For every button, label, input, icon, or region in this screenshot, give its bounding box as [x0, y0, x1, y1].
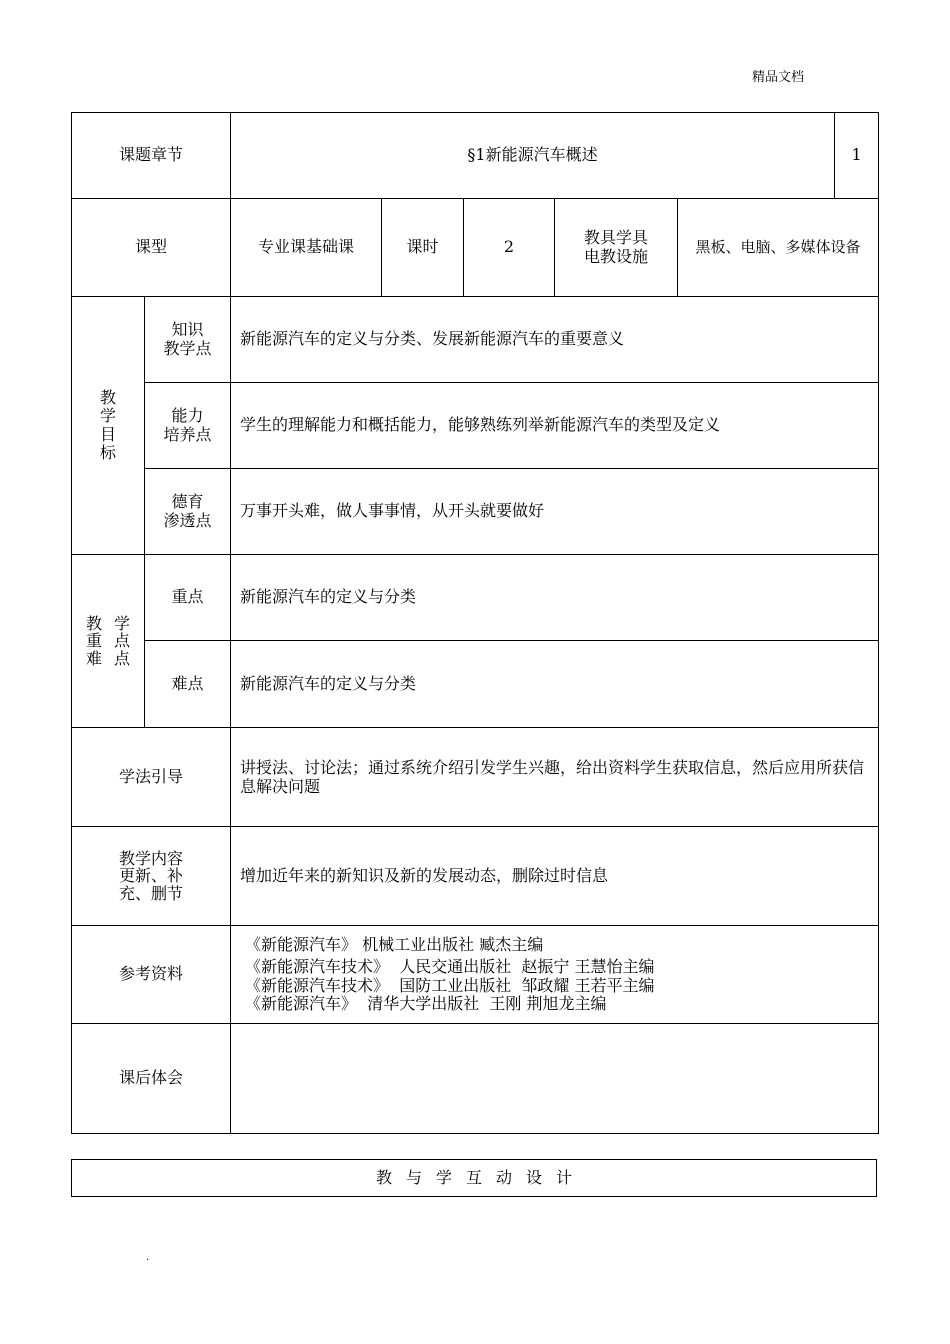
knowledge-label-line1: 知识	[171, 320, 204, 340]
row-topic	[72, 113, 879, 199]
topic-label: 课题章节	[72, 113, 231, 199]
row-references	[72, 926, 879, 1024]
moral-label-line1: 德育	[171, 492, 204, 512]
reference-item: 《新能源汽车》 清华大学出版社 王刚 荆旭龙主编	[245, 993, 607, 1013]
keypoints-char: 教	[85, 613, 102, 633]
reflection-text	[231, 1024, 879, 1134]
moral-label-line2: 渗透点	[163, 510, 212, 530]
course-type-label: 课型	[72, 199, 231, 297]
knowledge-text: 新能源汽车的定义与分类、发展新能源汽车的重要意义	[231, 297, 879, 383]
keypoints-group-label	[72, 555, 145, 728]
tools-label-line1: 教具学具	[584, 228, 649, 248]
reference-item: 《新能源汽车技术》 人民交通出版社 赵振宁 王慧怡主编	[245, 957, 655, 977]
hours-label: 课时	[382, 199, 464, 297]
lesson-plan-table	[71, 112, 879, 1134]
references-label: 参考资料	[72, 926, 231, 1024]
content-update-label	[72, 827, 231, 926]
method-text: 讲授法、讨论法；通过系统介绍引发学生兴趣，给出资料学生获取信息，然后应用所获信息解决问题	[231, 728, 879, 827]
moral-text: 万事开头难，做人事事情，从开头就要做好	[231, 469, 879, 555]
ability-label-line2: 培养点	[163, 424, 212, 444]
moral-label	[145, 469, 231, 555]
tools-label-line2: 电教设施	[584, 246, 649, 266]
row-moral	[72, 469, 879, 555]
header-note: 精品文档	[752, 70, 805, 85]
reference-item: 《新能源汽车技术》 国防工业出版社 邹政耀 王若平主编	[245, 975, 655, 995]
difficult-point-text: 新能源汽车的定义与分类	[231, 641, 879, 728]
topic-title: §1新能源汽车概述	[231, 113, 835, 199]
objectives-char: 教	[99, 387, 116, 407]
key-point-text: 新能源汽车的定义与分类	[231, 555, 879, 641]
objectives-group-label	[72, 297, 145, 555]
key-point-label: 重点	[145, 555, 231, 641]
keypoints-char: 重	[85, 631, 102, 651]
footer-dot: .	[146, 1252, 150, 1263]
row-method	[72, 728, 879, 827]
topic-number: 1	[835, 113, 879, 199]
keypoints-char: 难	[85, 648, 102, 668]
content-update-label-line2: 更新、补	[119, 866, 184, 886]
ability-label-line1: 能力	[171, 406, 204, 426]
row-ability	[72, 383, 879, 469]
reflection-label: 课后体会	[72, 1024, 231, 1134]
keypoints-char: 学	[114, 613, 131, 633]
reference-item: 《新能源汽车》 机械工业出版社 臧杰主编	[245, 934, 544, 954]
tools-label	[555, 199, 678, 297]
content-update-label-line3: 充、删节	[119, 883, 184, 903]
row-reflection	[72, 1024, 879, 1134]
row-content-update	[72, 827, 879, 926]
keypoints-char: 点	[114, 648, 131, 668]
content-update-text: 增加近年来的新知识及新的发展动态，删除过时信息	[231, 827, 879, 926]
row-difficult-point	[72, 641, 879, 728]
knowledge-label-line2: 教学点	[163, 338, 212, 358]
objectives-char: 学	[99, 406, 116, 426]
objectives-char: 目	[99, 424, 116, 444]
keypoints-char: 点	[114, 631, 131, 651]
row-key-point	[72, 555, 879, 641]
row-knowledge	[72, 297, 879, 383]
hours-value: 2	[464, 199, 555, 297]
references-list	[231, 926, 879, 1024]
course-type-value: 专业课基础课	[231, 199, 382, 297]
content-update-label-line1: 教学内容	[119, 848, 184, 868]
tools-value: 黑板、电脑、多媒体设备	[678, 199, 879, 297]
objectives-char: 标	[99, 442, 116, 462]
ability-label	[145, 383, 231, 469]
interaction-design-title: 教与学互动设计	[71, 1159, 877, 1197]
difficult-point-label: 难点	[145, 641, 231, 728]
ability-text: 学生的理解能力和概括能力，能够熟练列举新能源汽车的类型及定义	[231, 383, 879, 469]
method-label: 学法引导	[72, 728, 231, 827]
row-course-type	[72, 199, 879, 297]
knowledge-label	[145, 297, 231, 383]
